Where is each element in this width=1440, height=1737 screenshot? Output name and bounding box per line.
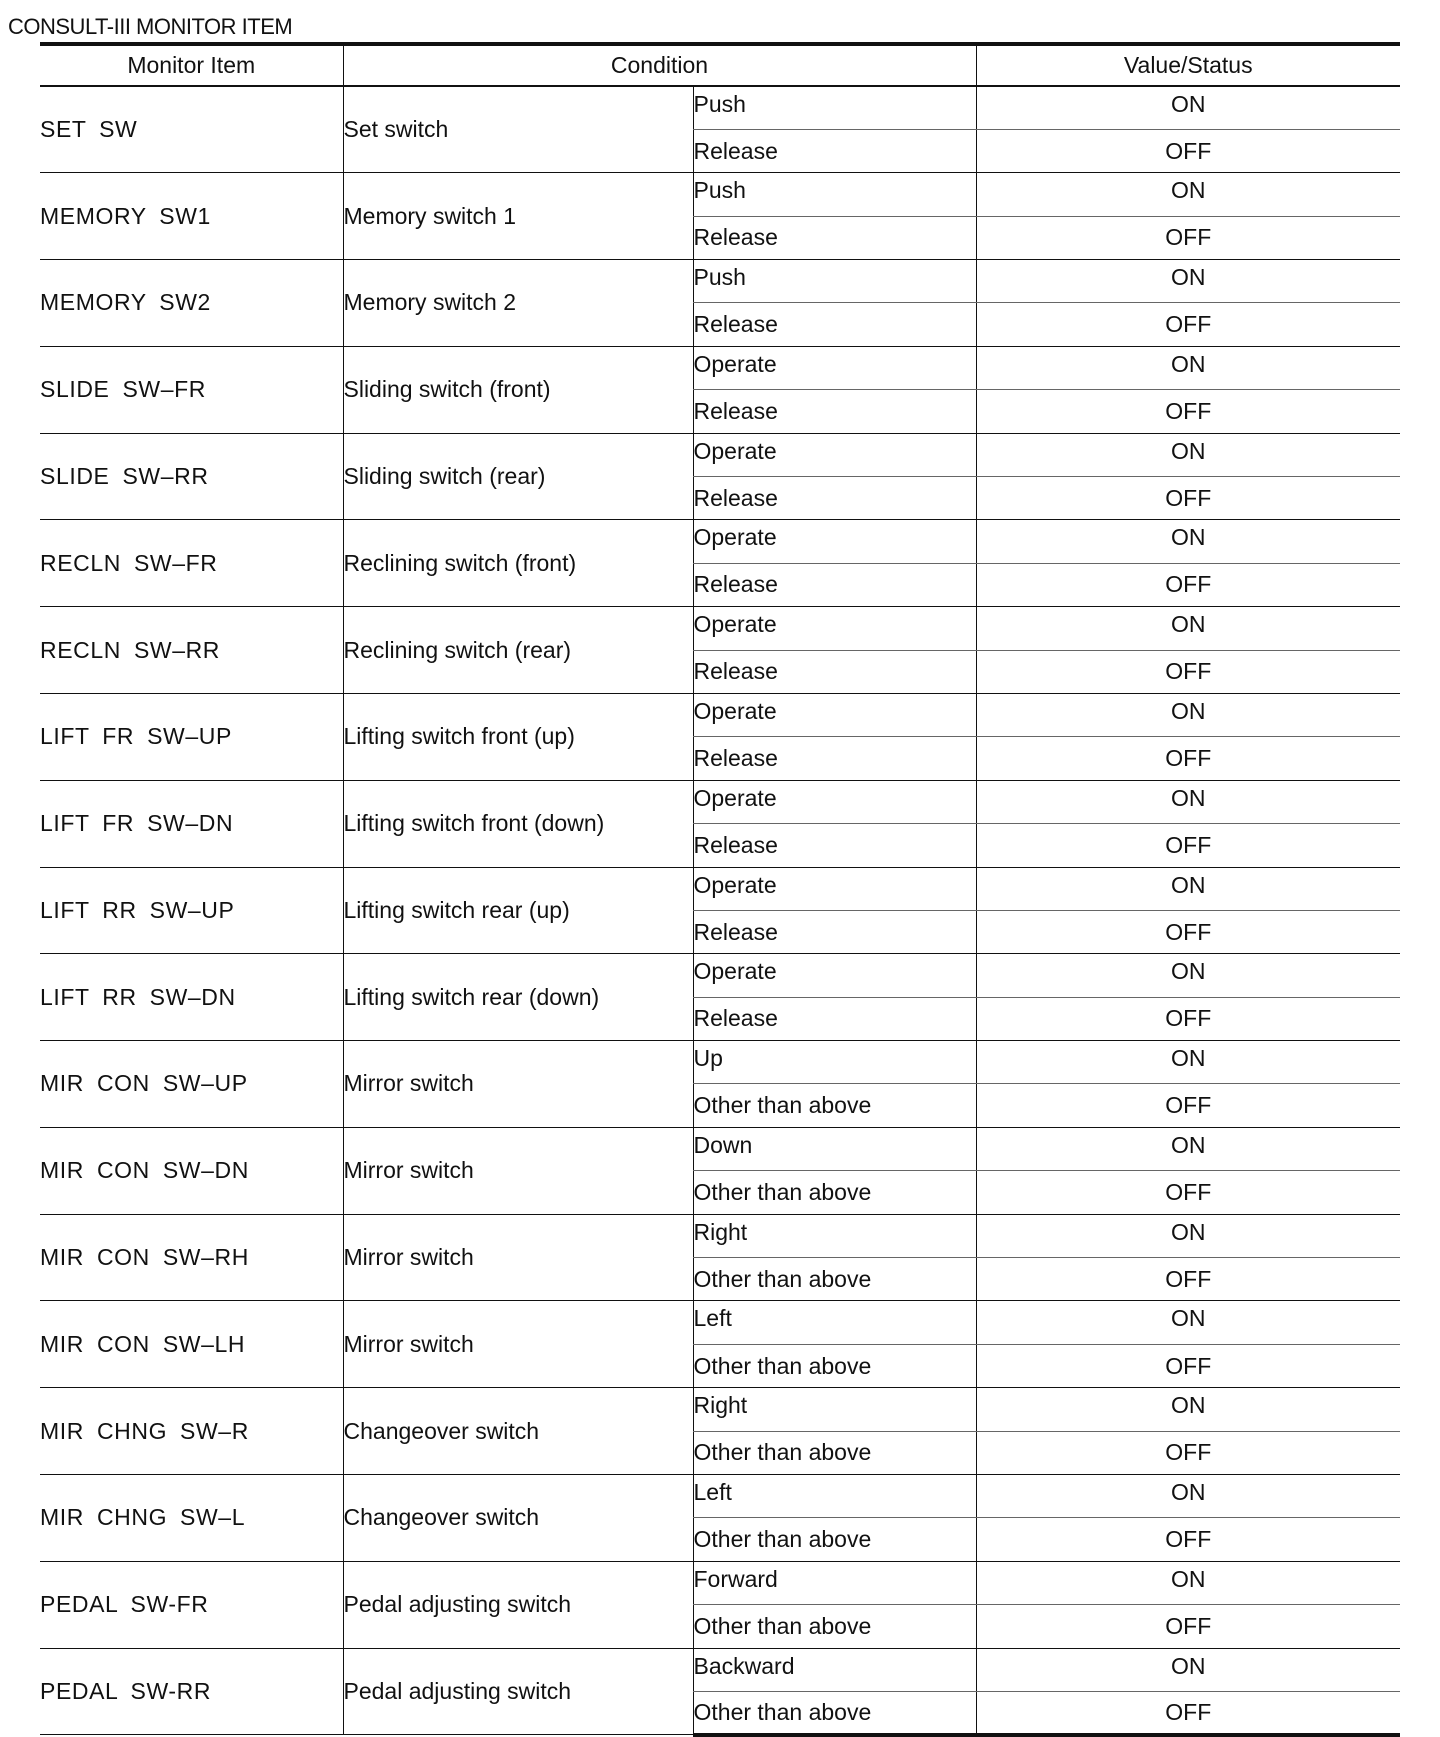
monitor-item-cell: LIFT RR SW–UP <box>40 867 343 954</box>
header-value-status: Value/Status <box>976 44 1400 86</box>
condition-state-off: Other than above <box>693 1084 976 1127</box>
table-row <box>40 954 1400 997</box>
value-off: OFF <box>976 1084 1400 1127</box>
value-off: OFF <box>976 1518 1400 1561</box>
condition-state-off: Release <box>693 216 976 259</box>
monitor-item-cell: SLIDE SW–RR <box>40 433 343 520</box>
value-off: OFF <box>976 563 1400 606</box>
condition-state-on: Operate <box>693 780 976 823</box>
condition-state-on: Left <box>693 1475 976 1518</box>
value-on: ON <box>976 86 1400 129</box>
monitor-item-cell: MIR CON SW–RH <box>40 1214 343 1301</box>
value-on: ON <box>976 433 1400 476</box>
monitor-item-cell: SLIDE SW–FR <box>40 346 343 433</box>
condition-cell: Pedal adjusting switch <box>343 1561 693 1648</box>
condition-state-off: Other than above <box>693 1518 976 1561</box>
value-off: OFF <box>976 129 1400 172</box>
value-on: ON <box>976 260 1400 303</box>
condition-state-off: Other than above <box>693 1258 976 1301</box>
condition-state-on: Operate <box>693 346 976 389</box>
condition-cell: Mirror switch <box>343 1301 693 1388</box>
value-on: ON <box>976 1127 1400 1170</box>
condition-state-off: Other than above <box>693 1344 976 1387</box>
condition-cell: Changeover switch <box>343 1388 693 1475</box>
value-off: OFF <box>976 1691 1400 1734</box>
condition-state-on: Operate <box>693 433 976 476</box>
header-condition: Condition <box>343 44 976 86</box>
condition-cell: Pedal adjusting switch <box>343 1648 693 1735</box>
monitor-item-cell: MIR CON SW–LH <box>40 1301 343 1388</box>
table-row <box>40 1041 1400 1084</box>
condition-cell: Reclining switch (front) <box>343 520 693 607</box>
condition-cell: Mirror switch <box>343 1214 693 1301</box>
monitor-item-cell: LIFT RR SW–DN <box>40 954 343 1041</box>
value-off: OFF <box>976 1431 1400 1474</box>
value-off: OFF <box>976 1258 1400 1301</box>
monitor-item-cell: MIR CHNG SW–L <box>40 1475 343 1562</box>
monitor-item-cell: LIFT FR SW–UP <box>40 693 343 780</box>
condition-state-off: Release <box>693 390 976 433</box>
value-off: OFF <box>976 824 1400 867</box>
monitor-item-cell: MIR CHNG SW–R <box>40 1388 343 1475</box>
monitor-item-cell: PEDAL SW-RR <box>40 1648 343 1735</box>
table-row <box>40 86 1400 129</box>
monitor-item-cell: RECLN SW–FR <box>40 520 343 607</box>
condition-state-on: Forward <box>693 1561 976 1604</box>
table-header-row <box>40 44 1400 86</box>
condition-state-off: Other than above <box>693 1431 976 1474</box>
condition-state-on: Push <box>693 86 976 129</box>
condition-state-off: Other than above <box>693 1605 976 1648</box>
table-row <box>40 520 1400 563</box>
table-row <box>40 1214 1400 1257</box>
condition-state-off: Other than above <box>693 1691 976 1734</box>
condition-cell: Set switch <box>343 86 693 173</box>
table-row <box>40 346 1400 389</box>
condition-state-off: Release <box>693 303 976 346</box>
condition-state-off: Release <box>693 824 976 867</box>
value-off: OFF <box>976 1605 1400 1648</box>
value-off: OFF <box>976 303 1400 346</box>
condition-state-off: Release <box>693 997 976 1040</box>
table-row <box>40 607 1400 650</box>
value-off: OFF <box>976 216 1400 259</box>
value-off: OFF <box>976 390 1400 433</box>
condition-state-on: Operate <box>693 693 976 736</box>
table-row <box>40 780 1400 823</box>
condition-state-off: Release <box>693 477 976 520</box>
value-on: ON <box>976 346 1400 389</box>
value-on: ON <box>976 780 1400 823</box>
condition-state-on: Backward <box>693 1648 976 1691</box>
condition-cell: Lifting switch front (down) <box>343 780 693 867</box>
value-on: ON <box>976 1561 1400 1604</box>
table-row <box>40 1561 1400 1604</box>
value-on: ON <box>976 520 1400 563</box>
condition-state-on: Push <box>693 260 976 303</box>
table-row <box>40 693 1400 736</box>
table-row <box>40 1127 1400 1170</box>
condition-cell: Mirror switch <box>343 1041 693 1128</box>
value-on: ON <box>976 173 1400 216</box>
condition-cell: Sliding switch (rear) <box>343 433 693 520</box>
table-row <box>40 173 1400 216</box>
monitor-item-cell: MEMORY SW2 <box>40 260 343 347</box>
condition-cell: Changeover switch <box>343 1475 693 1562</box>
table-row <box>40 1301 1400 1344</box>
value-off: OFF <box>976 477 1400 520</box>
condition-state-on: Operate <box>693 520 976 563</box>
monitor-item-cell: MIR CON SW–DN <box>40 1127 343 1214</box>
monitor-item-cell: SET SW <box>40 86 343 173</box>
condition-state-off: Other than above <box>693 1171 976 1214</box>
condition-state-on: Right <box>693 1214 976 1257</box>
monitor-item-cell: MIR CON SW–UP <box>40 1041 343 1128</box>
condition-state-off: Release <box>693 650 976 693</box>
monitor-item-cell: RECLN SW–RR <box>40 607 343 694</box>
condition-state-on: Right <box>693 1388 976 1431</box>
document-title: CONSULT-III MONITOR ITEM <box>8 14 293 39</box>
value-on: ON <box>976 607 1400 650</box>
value-on: ON <box>976 1041 1400 1084</box>
condition-state-on: Push <box>693 173 976 216</box>
condition-state-off: Release <box>693 563 976 606</box>
value-on: ON <box>976 1388 1400 1431</box>
value-off: OFF <box>976 650 1400 693</box>
condition-cell: Sliding switch (front) <box>343 346 693 433</box>
condition-cell: Mirror switch <box>343 1127 693 1214</box>
condition-cell: Lifting switch rear (up) <box>343 867 693 954</box>
value-on: ON <box>976 1648 1400 1691</box>
value-on: ON <box>976 1214 1400 1257</box>
table-body <box>40 86 1400 1735</box>
value-off: OFF <box>976 910 1400 953</box>
value-off: OFF <box>976 1344 1400 1387</box>
table-row <box>40 433 1400 476</box>
monitor-item-cell: LIFT FR SW–DN <box>40 780 343 867</box>
condition-cell: Memory switch 1 <box>343 173 693 260</box>
condition-cell: Lifting switch rear (down) <box>343 954 693 1041</box>
condition-cell: Lifting switch front (up) <box>343 693 693 780</box>
value-on: ON <box>976 1301 1400 1344</box>
condition-state-on: Down <box>693 1127 976 1170</box>
condition-state-on: Operate <box>693 867 976 910</box>
value-off: OFF <box>976 997 1400 1040</box>
monitor-item-cell: PEDAL SW-FR <box>40 1561 343 1648</box>
monitor-item-cell: MEMORY SW1 <box>40 173 343 260</box>
value-on: ON <box>976 867 1400 910</box>
condition-cell: Reclining switch (rear) <box>343 607 693 694</box>
value-on: ON <box>976 954 1400 997</box>
monitor-item-table <box>40 42 1400 1737</box>
condition-state-off: Release <box>693 910 976 953</box>
condition-state-on: Left <box>693 1301 976 1344</box>
value-on: ON <box>976 693 1400 736</box>
condition-state-off: Release <box>693 737 976 780</box>
table-row <box>40 1475 1400 1518</box>
table-row <box>40 260 1400 303</box>
condition-state-on: Operate <box>693 954 976 997</box>
table-row <box>40 1388 1400 1431</box>
value-off: OFF <box>976 1171 1400 1214</box>
table-row <box>40 867 1400 910</box>
condition-state-on: Up <box>693 1041 976 1084</box>
condition-state-on: Operate <box>693 607 976 650</box>
value-on: ON <box>976 1475 1400 1518</box>
value-off: OFF <box>976 737 1400 780</box>
condition-cell: Memory switch 2 <box>343 260 693 347</box>
header-monitor-item: Monitor Item <box>40 44 343 86</box>
table-row <box>40 1648 1400 1691</box>
condition-state-off: Release <box>693 129 976 172</box>
